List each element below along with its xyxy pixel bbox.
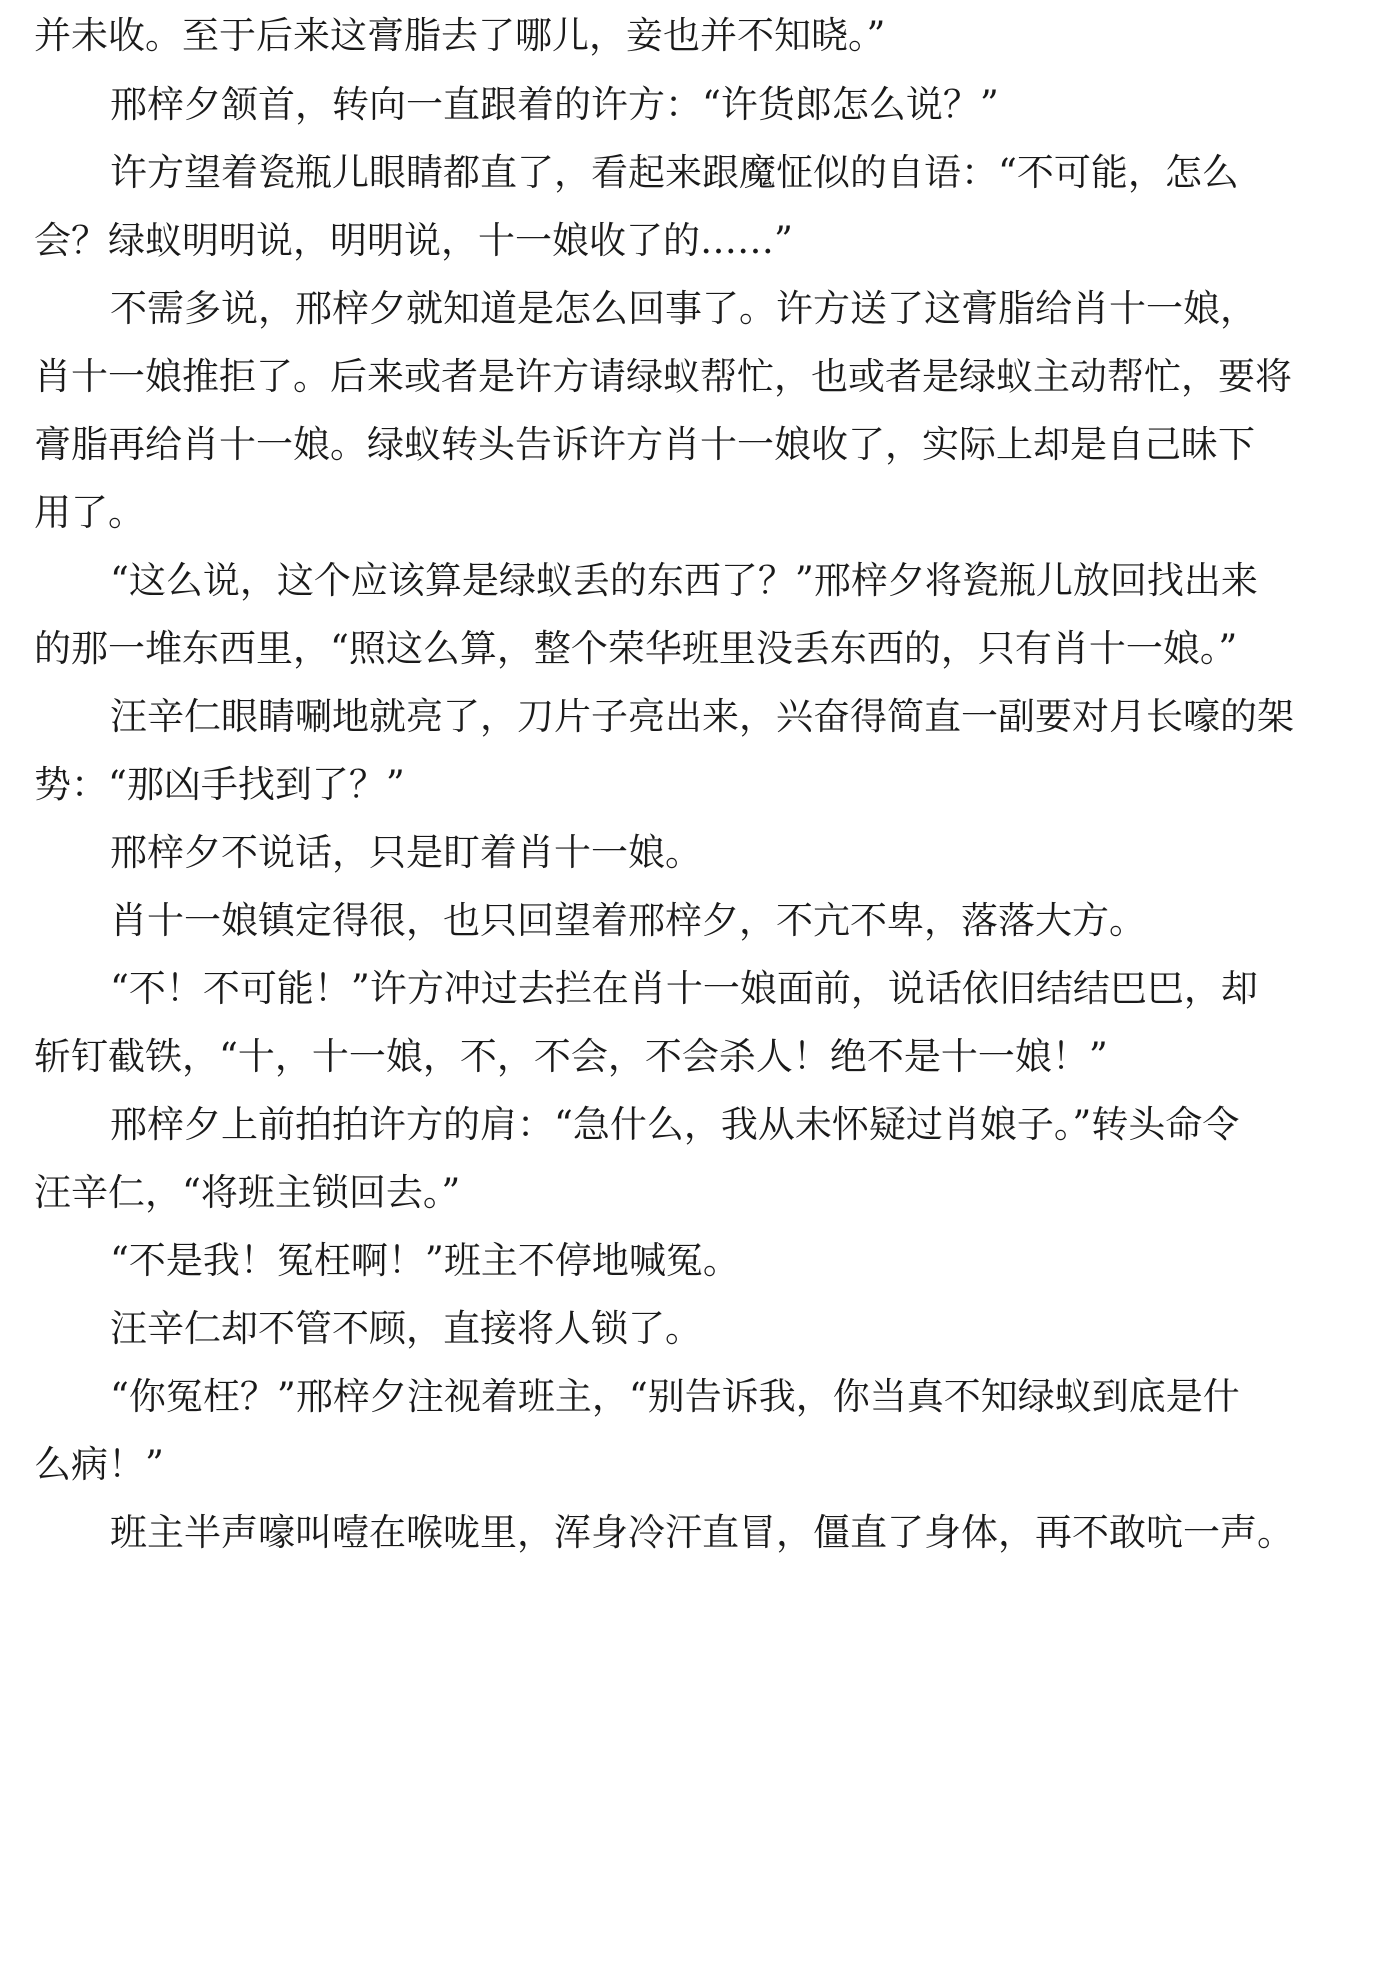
paragraph-first-line: 不需多说，邢梓夕就知道是怎么回事了。许方送了这膏脂给肖十一娘， [110, 287, 1257, 330]
paragraph-first-line: 邢梓夕上前拍拍许方的肩：“急什么，我从未怀疑过肖娘子。”转头命令 [110, 1103, 1240, 1146]
paragraph-first-line: 班主半声嚎叫噎在喉咙里，浑身冷汗直冒，僵直了身体，再不敢吭一声。 [110, 1511, 1294, 1554]
paragraph-first-line: 许方望着瓷瓶儿眼睛都直了，看起来跟魔怔似的自语：“不可能，怎么 [110, 151, 1239, 194]
text-line: 么病！” [34, 1443, 164, 1486]
text-line: 并未收。至于后来这膏脂去了哪儿，妾也并不知晓。” [34, 14, 886, 57]
text-line: 会？绿蚁明明说，明明说，十一娘收了的……” [34, 219, 793, 262]
paragraph-first-line: 肖十一娘镇定得很，也只回望着邢梓夕，不亢不卑，落落大方。 [110, 899, 1146, 942]
paragraph-first-line: 邢梓夕颔首，转向一直跟着的许方：“许货郎怎么说？” [110, 83, 999, 126]
paragraph-first-line: “你冤枉？”邢梓夕注视着班主，“别告诉我，你当真不知绿蚁到底是什 [110, 1375, 1240, 1418]
text-line: 用了。 [34, 491, 145, 534]
paragraph-first-line: “这么说，这个应该算是绿蚁丢的东西了？”邢梓夕将瓷瓶儿放回找出来 [110, 559, 1258, 602]
text-line: 膏脂再给肖十一娘。绿蚁转头告诉许方肖十一娘收了，实际上却是自己昧下 [34, 423, 1255, 466]
text-line: 肖十一娘推拒了。后来或者是许方请绿蚁帮忙，也或者是绿蚁主动帮忙，要将 [34, 355, 1292, 398]
paragraph-first-line: 汪辛仁却不管不顾，直接将人锁了。 [110, 1307, 702, 1350]
text-line: 的那一堆东西里，“照这么算，整个荣华班里没丢东西的，只有肖十一娘。” [34, 627, 1238, 670]
paragraph-first-line: “不！不可能！”许方冲过去拦在肖十一娘面前，说话依旧结结巴巴，却 [110, 967, 1258, 1010]
paragraph-first-line: 邢梓夕不说话，只是盯着肖十一娘。 [110, 831, 702, 874]
text-line: 汪辛仁，“将班主锁回去。” [34, 1171, 461, 1214]
paragraph-first-line: 汪辛仁眼睛唰地就亮了，刀片子亮出来，兴奋得简直一副要对月长嚎的架 [110, 695, 1294, 738]
paragraph-first-line: “不是我！冤枉啊！”班主不停地喊冤。 [110, 1239, 740, 1282]
text-line: 势：“那凶手找到了？” [34, 763, 405, 806]
text-line: 斩钉截铁，“十，十一娘，不，不会，不会杀人！绝不是十一娘！” [34, 1035, 1108, 1078]
